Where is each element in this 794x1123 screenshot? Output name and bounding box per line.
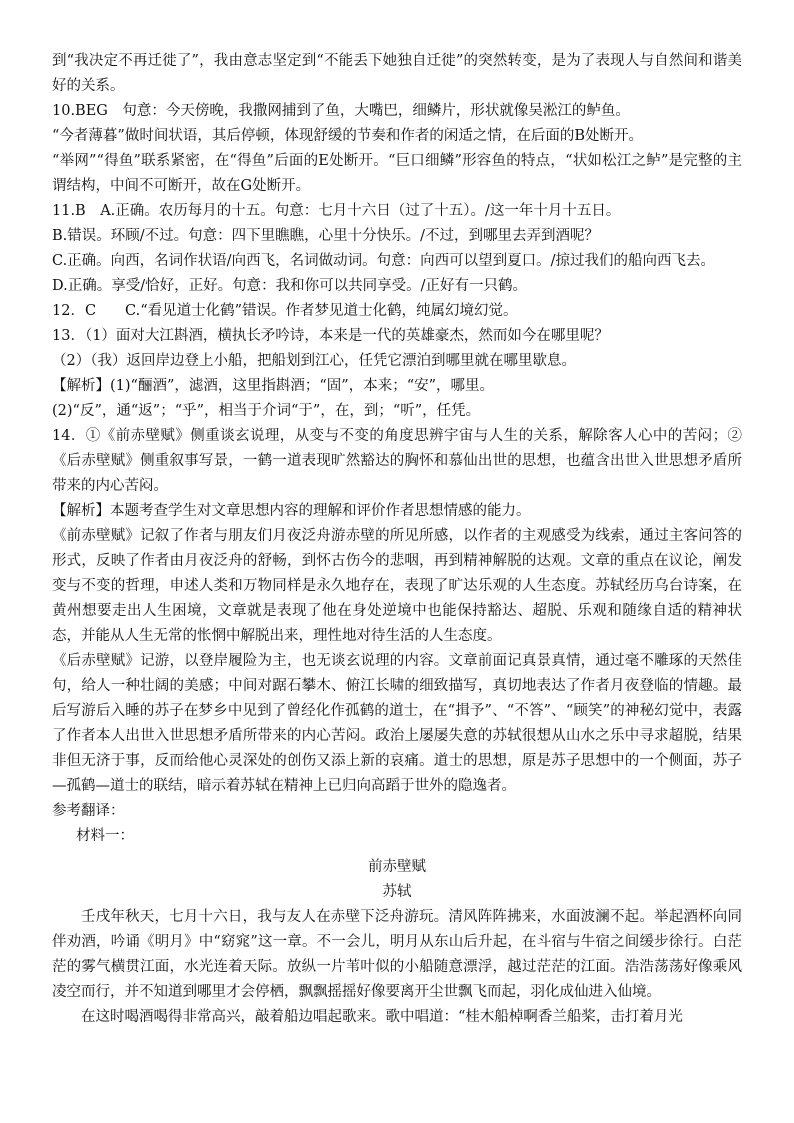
answer-12: 12．C C.“看见道士化鹤”错误。作者梦见道士化鹤，纯属幻境幻觉。 (52, 303, 518, 319)
translation-paragraph-1: 壬戌年秋天，七月十六日，我与友人在赤壁下泛舟游玩。清风阵阵拂来，水面波澜不起。举起酒杯向同伴劝酒，吟诵《明月》中“窈窕”这一章。不一会儿，明月从东山后升起，在斗宿与牛宿之间缓步徐行。白茫茫的雾气横贯江面，水光连着天际。放纵一片苇叶似的小船随意漂浮，越过茫茫的江面。浩浩荡荡好像乘风凌空而行，并不知道到哪里才会停栖，飘飘摇摇好像要离开尘世飘飞而起，羽化成仙进入仙境。 (52, 909, 742, 1000)
answer-14-analysis: 【解析】本题考查学生对文章思想内容的理解和评价作者思想情感的能力。 (52, 503, 531, 519)
essay-author: 苏轼 (382, 884, 412, 900)
answer-13-part-2: （2）（我）返回岸边登上小船，把船划到江心，任凭它漂泊到哪里就在哪里歇息。 (52, 353, 576, 369)
translation-heading: 参考翻译： (52, 803, 125, 819)
answer-11-option-d: D.正确。享受/恰好，正好。句意：我和你可以共同享受。/正好有一只鹤。 (52, 278, 527, 294)
answer-13-analysis-1: 【解析】(1)“酾酒”，滤酒，这里指斟酒；“固”，本来；“安”，哪里。 (52, 378, 495, 394)
answer-11-option-b: B.错误。环顾/不过。句意：四下里瞧瞧，心里十分快乐。/不过，到哪里去弄到酒呢？ (52, 228, 600, 244)
material-one-label: 材料一： (76, 828, 134, 844)
essay-title: 前赤壁赋 (368, 859, 426, 875)
answer-13-analysis-2: (2)“反”，通“返”；“乎”，相当于介词“于”，在，到；“听”，任凭。 (52, 403, 481, 419)
answer-11-option-c: C.正确。向西，名词作状语/向西飞，名词做动词。句意：向西可以望到夏口。/掠过我们的船向西飞去。 (52, 253, 715, 269)
answer-10-explanation-2: “举网”“得鱼”联系紧密，在“得鱼”后面的E处断开。“巨口细鳞”形容鱼的特点，“状如松江之鲈”是完整的主谓结构，中间不可断开，故在G处断开。 (52, 153, 742, 194)
answer-10: 10.BEG 句意：今天傍晚，我撒网捕到了鱼，大嘴巴，细鳞片，形状就像吴淞江的鲈鱼。 (52, 103, 630, 119)
analysis-houchibifu: 《后赤壁赋》记游，以登岸履险为主，也无谈玄说理的内容。文章前面记真景真情，通过毫不雕琢的天然佳句，给人一种壮阔的美感；中间对踞石攀木、俯江长啸的细致描写，真切地表达了作者月夜登临的情趣。最后写游后入睡的苏子在梦乡中见到了曾经化作孤鹤的道士，在“揖予”、“不答”、“顾笑”的神秘幻觉中，表露了作者本人出世入世思想矛盾所带来的内心苦闷。政治上屡屡失意的苏轼很想从山水之乐中寻求超脱，结果非但无济于事，反而给他心灵深处的创伤又添上新的哀痛。道士的思想，原是苏子思想中的一个侧面，苏子—孤鹤—道士的联结，暗示着苏轼在精神上已归向高蹈于世外的隐逸者。 (52, 653, 742, 794)
translation-paragraph-2: 在这时喝酒喝得非常高兴，敲着船边唱起歌来。歌中唱道：“桂木船棹啊香兰船桨，击打着月光 (81, 1009, 683, 1025)
answer-14: 14．①《前赤壁赋》侧重谈玄说理，从变与不变的角度思辨宇宙与人生的关系，解除客人心中的苦闷；②《后赤壁赋》侧重叙事写景，一鹤一道表现旷然豁达的胸怀和慕仙出世的思想，也蕴含出世入世思想矛盾所带来的内心苦闷。 (52, 428, 742, 494)
answer-13-part-1: 13．（1）面对大江斟酒，横执长矛吟诗，本来是一代的英雄豪杰，然而如今在哪里呢？ (52, 328, 609, 344)
answer-10-explanation-1: “今者薄暮”做时间状语，其后停顿，体现舒缓的节奏和作者的闲适之情，在后面的B处断开。 (52, 128, 643, 144)
analysis-qianchibifu: 《前赤壁赋》记叙了作者与朋友们月夜泛舟游赤壁的所见所感，以作者的主观感受为线索，通过主客问答的形式，反映了作者由月夜泛舟的舒畅，到怀古伤今的悲咽，再到精神解脱的达观。文章的重点在议论，阐发变与不变的哲理，申述人类和万物同样是永久地存在，表现了旷达乐观的人生态度。苏轼经历乌台诗案，在黄州想要走出人生困境，文章就是表现了他在身处逆境中也能保持豁达、超脱、乐观和随缘自适的精神状态，并能从人生无常的怅惘中解脱出来，理性地对待生活的人生态度。 (52, 528, 742, 644)
paragraph-continuation: 到“我决定不再迁徙了”，我由意志坚定到“不能丢下她独自迁徙”的突然转变，是为了表现人与自然间和谐美好的关系。 (52, 53, 742, 94)
answer-11: 11.B A.正确。农历每月的十五。句意：七月十六日（过了十五）。/这一年十月十五日。 (52, 203, 621, 219)
